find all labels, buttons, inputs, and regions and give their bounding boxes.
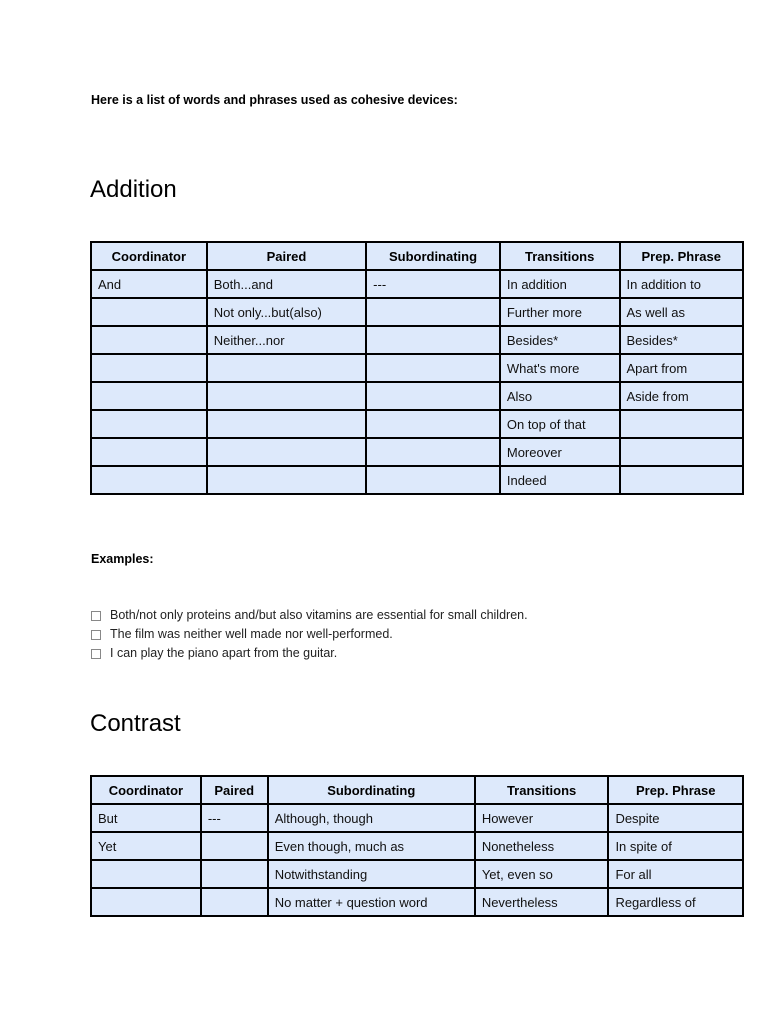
addition-table [90, 241, 744, 495]
table-cell: Besides* [620, 326, 743, 354]
header-coordinator: Coordinator [91, 242, 207, 270]
table-cell: In spite of [608, 832, 743, 860]
table-cell: Further more [500, 298, 620, 326]
table-cell [91, 438, 207, 466]
table-cell [91, 860, 201, 888]
table-cell [620, 410, 743, 438]
addition-heading: Addition [90, 176, 177, 203]
table-cell [207, 410, 366, 438]
table-cell [366, 438, 500, 466]
table-cell: Both...and [207, 270, 366, 298]
table-cell [201, 832, 268, 860]
table-cell [91, 410, 207, 438]
table-cell: In addition to [620, 270, 743, 298]
table-cell [91, 326, 207, 354]
table-cell [366, 410, 500, 438]
table-row [91, 888, 743, 916]
intro-text: Here is a list of words and phrases used as cohesive devices: [91, 93, 458, 107]
table-cell [366, 326, 500, 354]
table-cell: What's more [500, 354, 620, 382]
bullet-box-icon [91, 630, 101, 640]
table-cell: Yet, even so [475, 860, 609, 888]
table-cell: Regardless of [608, 888, 743, 916]
table-cell [91, 382, 207, 410]
table-cell: On top of that [500, 410, 620, 438]
table-row [91, 438, 743, 466]
header-subordinating: Subordinating [268, 776, 475, 804]
table-header-row [91, 776, 743, 804]
examples-list [91, 606, 528, 663]
example-text: I can play the piano apart from the guitar. [110, 646, 338, 660]
table-row [91, 382, 743, 410]
table-cell: --- [201, 804, 268, 832]
table-cell: For all [608, 860, 743, 888]
table-cell: However [475, 804, 609, 832]
table-cell: Nonetheless [475, 832, 609, 860]
table-cell [207, 438, 366, 466]
table-cell: Apart from [620, 354, 743, 382]
table-cell [201, 888, 268, 916]
table-cell: Neither...nor [207, 326, 366, 354]
table-cell: As well as [620, 298, 743, 326]
table-cell: Besides* [500, 326, 620, 354]
table-cell: Even though, much as [268, 832, 475, 860]
table-row [91, 466, 743, 494]
table-row [91, 298, 743, 326]
table-cell: Indeed [500, 466, 620, 494]
table-cell [91, 354, 207, 382]
header-prep-phrase: Prep. Phrase [608, 776, 743, 804]
table-cell [366, 466, 500, 494]
header-coordinator: Coordinator [91, 776, 201, 804]
list-item [91, 625, 528, 644]
header-transitions: Transitions [475, 776, 609, 804]
table-cell: In addition [500, 270, 620, 298]
table-row [91, 860, 743, 888]
list-item [91, 644, 528, 663]
table-cell [366, 298, 500, 326]
bullet-box-icon [91, 649, 101, 659]
table-cell [620, 466, 743, 494]
table-cell: And [91, 270, 207, 298]
table-cell: Not only...but(also) [207, 298, 366, 326]
table-cell: No matter + question word [268, 888, 475, 916]
table-row [91, 804, 743, 832]
header-prep-phrase: Prep. Phrase [620, 242, 743, 270]
table-cell: --- [366, 270, 500, 298]
example-text: Both/not only proteins and/but also vitamins are essential for small children. [110, 608, 528, 622]
list-item [91, 606, 528, 625]
table-cell: Although, though [268, 804, 475, 832]
examples-label: Examples: [91, 552, 154, 566]
table-row [91, 832, 743, 860]
table-cell [207, 466, 366, 494]
table-cell [207, 354, 366, 382]
table-cell [207, 382, 366, 410]
table-cell [201, 860, 268, 888]
table-row [91, 326, 743, 354]
table-cell: Moreover [500, 438, 620, 466]
table-cell: Yet [91, 832, 201, 860]
table-cell: Notwithstanding [268, 860, 475, 888]
table-cell [366, 354, 500, 382]
table-cell: Despite [608, 804, 743, 832]
table-cell: Nevertheless [475, 888, 609, 916]
bullet-box-icon [91, 611, 101, 621]
table-cell [91, 298, 207, 326]
example-text: The film was neither well made nor well-performed. [110, 627, 393, 641]
table-row [91, 354, 743, 382]
table-cell: But [91, 804, 201, 832]
header-transitions: Transitions [500, 242, 620, 270]
table-cell [620, 438, 743, 466]
table-cell [91, 888, 201, 916]
header-subordinating: Subordinating [366, 242, 500, 270]
table-header-row [91, 242, 743, 270]
table-cell: Also [500, 382, 620, 410]
table-cell [366, 382, 500, 410]
contrast-heading: Contrast [90, 710, 181, 737]
contrast-table [90, 775, 744, 917]
table-row [91, 410, 743, 438]
table-cell: Aside from [620, 382, 743, 410]
header-paired: Paired [201, 776, 268, 804]
table-row [91, 270, 743, 298]
table-cell [91, 466, 207, 494]
header-paired: Paired [207, 242, 366, 270]
